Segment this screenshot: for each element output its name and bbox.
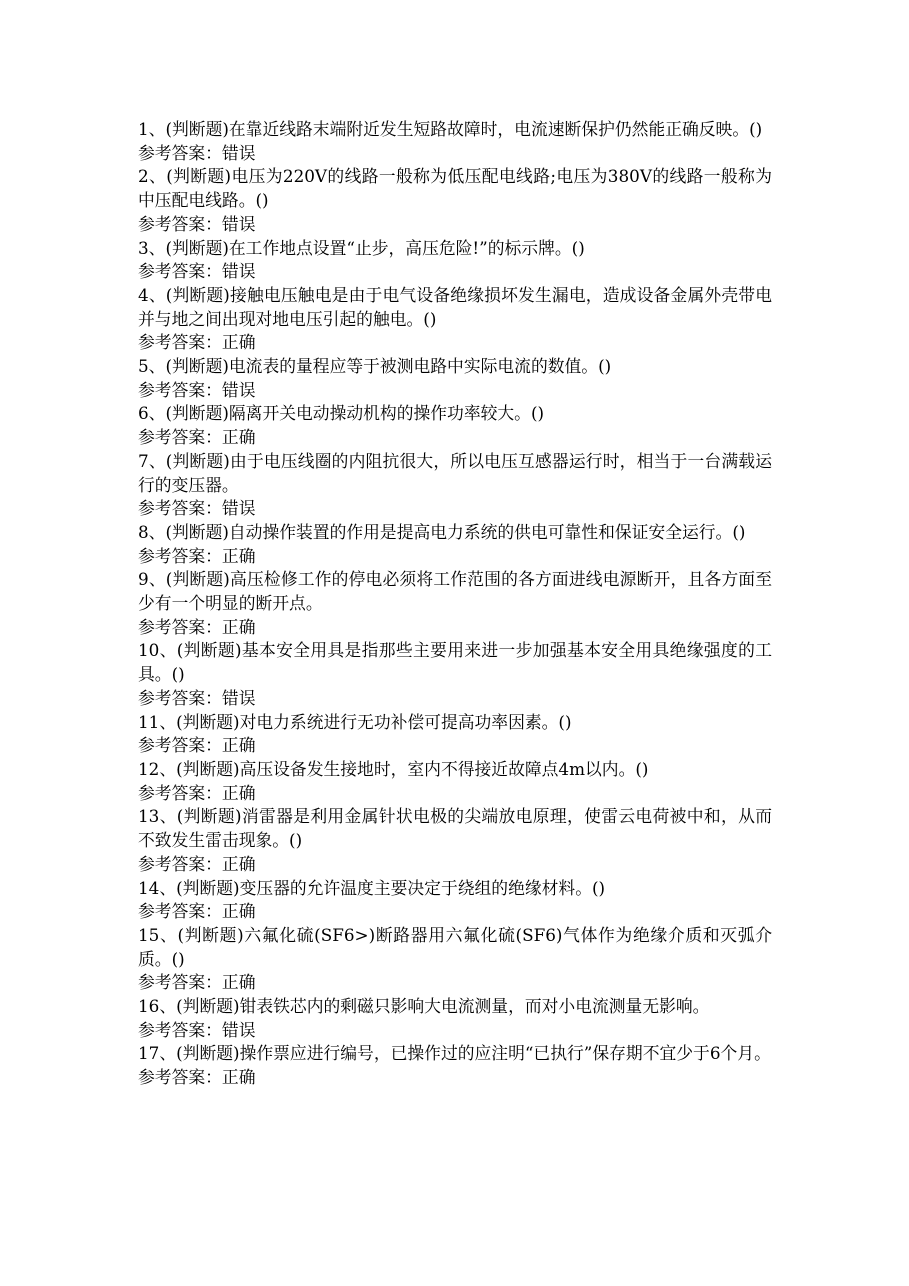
- answer-value: 错误: [221, 1019, 256, 1040]
- answer-value: 正确: [221, 853, 256, 874]
- answer-label: 参考答案：: [138, 853, 222, 874]
- answer-line: [138, 497, 772, 521]
- answer-line: [138, 142, 772, 166]
- question-text: 8、(判断题)自动操作装置的作用是提高电力系统的供电可靠性和保证安全运行。(): [138, 521, 746, 542]
- question-text: 9、(判断题)高压检修工作的停电必须将工作范围的各方面进线电源断开，且各方面至少有一个明显的断开点。: [138, 569, 772, 614]
- answer-label: 参考答案：: [138, 616, 222, 637]
- question-text: 16、(判断题)钳表铁芯内的剩磁只影响大电流测量，而对小电流测量无影响。: [138, 996, 710, 1017]
- answer-label: 参考答案：: [138, 1067, 222, 1088]
- answer-line: [138, 687, 772, 711]
- answer-label: 参考答案：: [138, 901, 222, 922]
- answer-label: 参考答案：: [138, 545, 222, 566]
- answer-line: [138, 853, 772, 877]
- answer-value: 正确: [221, 735, 256, 756]
- answer-label: 参考答案：: [138, 735, 222, 756]
- answer-line: [138, 260, 772, 284]
- answer-value: 正确: [221, 901, 256, 922]
- answer-line: [138, 379, 772, 403]
- question-text: 6、(判断题)隔离开关电动操动机构的操作功率较大。(): [138, 403, 545, 424]
- answer-value: 正确: [221, 427, 256, 448]
- answer-label: 参考答案：: [138, 1019, 222, 1040]
- answer-line: [138, 426, 772, 450]
- answer-value: 错误: [221, 142, 256, 163]
- answer-line: [138, 782, 772, 806]
- answer-label: 参考答案：: [138, 427, 222, 448]
- answer-label: 参考答案：: [138, 142, 222, 163]
- answer-value: 错误: [221, 687, 256, 708]
- question-text: 14、(判断题)变压器的允许温度主要决定于绕组的绝缘材料。(): [138, 877, 606, 898]
- question-text: 1、(判断题)在靠近线路末端附近发生短路故障时，电流速断保护仍然能正确反映。(): [138, 119, 763, 139]
- answer-line: [138, 971, 772, 995]
- question-text: 10、(判断题)基本安全用具是指那些主要用来进一步加强基本安全用具绝缘强度的工具。(): [138, 640, 772, 685]
- answer-line: [138, 734, 772, 758]
- question-text: 2、(判断题)电压为220V的线路一般称为低压配电线路;电压为380V的线路一般称为中压配电线路。(): [138, 166, 772, 211]
- answer-value: 错误: [221, 379, 256, 400]
- answer-line: [138, 331, 772, 355]
- answer-label: 参考答案：: [138, 687, 222, 708]
- answer-value: 错误: [221, 261, 256, 282]
- question-text: 17、(判断题)操作票应进行编号，已操作过的应注明“已执行”保存期不宜少于6个月。: [138, 1043, 771, 1064]
- answer-value: 正确: [221, 545, 256, 566]
- question-text: 12、(判断题)高压设备发生接地时，室内不得接近故障点4m以内。(): [138, 758, 649, 779]
- answer-value: 错误: [221, 498, 256, 519]
- answer-value: 正确: [221, 972, 256, 993]
- answer-line: [138, 900, 772, 924]
- answer-label: 参考答案：: [138, 213, 222, 234]
- answer-label: 参考答案：: [138, 782, 222, 803]
- answer-value: 错误: [221, 213, 256, 234]
- answer-value: 正确: [221, 782, 256, 803]
- answer-line: [138, 616, 772, 640]
- question-text: 3、(判断题)在工作地点设置“止步，高压危险!”的标示牌。(): [138, 237, 585, 258]
- answer-value: 正确: [221, 1067, 256, 1088]
- answer-value: 正确: [221, 616, 256, 637]
- answer-label: 参考答案：: [138, 261, 222, 282]
- answer-line: [138, 1019, 772, 1043]
- question-text: 5、(判断题)电流表的量程应等于被测电路中实际电流的数值。(): [138, 356, 612, 377]
- answer-label: 参考答案：: [138, 332, 222, 353]
- question-text: 13、(判断题)消雷器是利用金属针状电极的尖端放电原理，使雷云电荷被中和，从而不致发生雷击现象。(): [138, 806, 772, 851]
- answer-label: 参考答案：: [138, 498, 222, 519]
- question-text: 4、(判断题)接触电压触电是由于电气设备绝缘损坏发生漏电，造成设备金属外壳带电并与地之间出现对地电压引起的触电。(): [138, 284, 772, 329]
- answer-line: [138, 545, 772, 569]
- answer-line: [138, 1066, 772, 1090]
- answer-label: 参考答案：: [138, 379, 222, 400]
- answer-line: [138, 213, 772, 237]
- answer-label: 参考答案：: [138, 972, 222, 993]
- question-text: 7、(判断题)由于电压线圈的内阻抗很大，所以电压互感器运行时，相当于一台满载运行的变压器。: [138, 450, 772, 495]
- question-text: 11、(判断题)对电力系统进行无功补偿可提高功率因素。(): [138, 711, 572, 732]
- question-list: [138, 118, 772, 1090]
- answer-value: 正确: [221, 332, 256, 353]
- question-text: 15、(判断题)六氟化硫(SF6>)断路器用六氟化硫(SF6)气体作为绝缘介质和灭弧介质。(): [138, 924, 772, 969]
